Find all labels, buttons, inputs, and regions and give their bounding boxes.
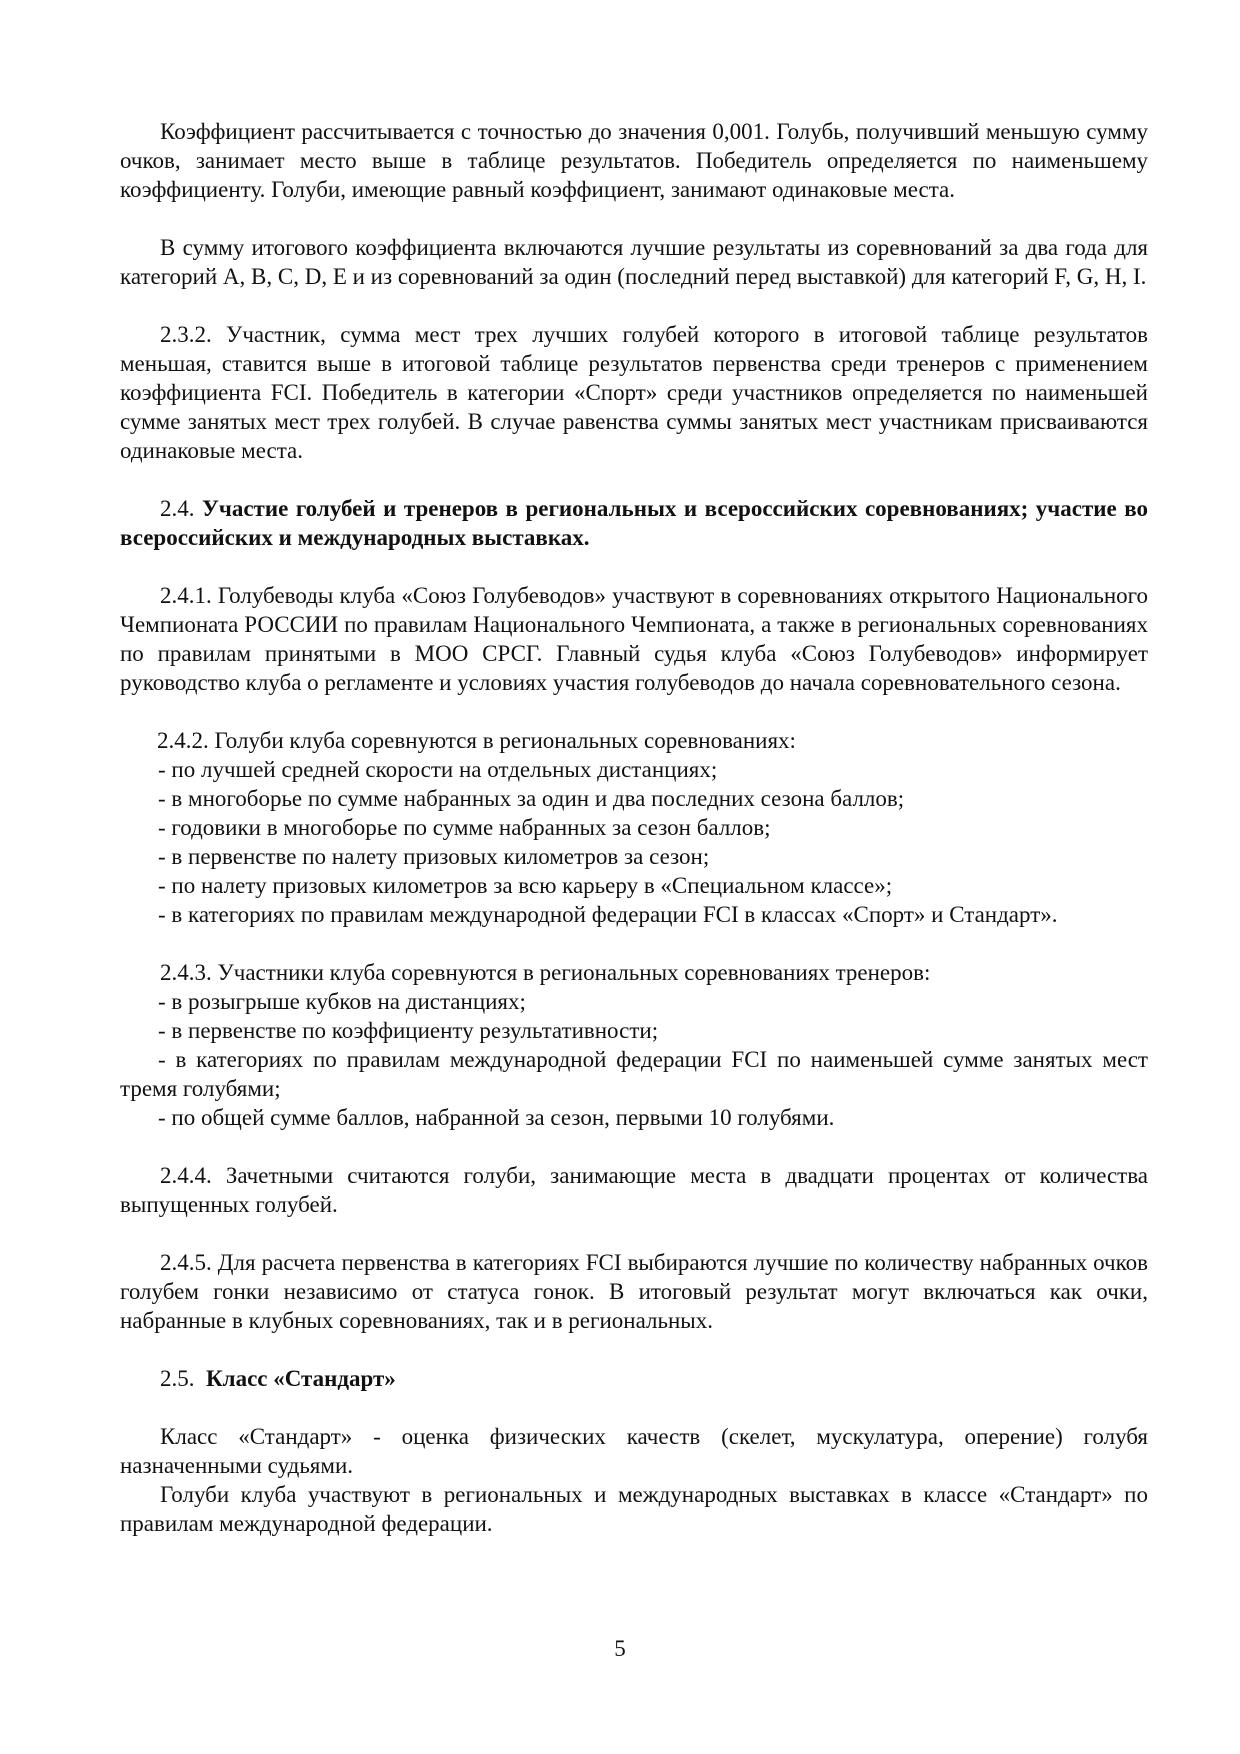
list-item: - по общей сумме баллов, набранной за сезон, первыми 10 голубями. xyxy=(158,1105,835,1130)
list-2-4-2 xyxy=(120,726,1148,929)
list-item: - в розыгрыше кубков на дистанциях; xyxy=(158,989,526,1014)
paragraph-2-4-1: 2.4.1. Голубеводы клуба «Союз Голубеводов» участвуют в соревнованиях открытого Национального Чемпионата РОССИИ по правилам Национального Чемпионата, а также в региональных соревнованиях по правилам принятыми в МОО СРСГ. Главный судья клуба «Союз Голубеводов» информирует руководство клуба о регламенте и условиях участия голубеводов до начала соревновательного сезона. xyxy=(120,583,1148,695)
section-number-2-5: 2.5. xyxy=(160,1366,195,1391)
list-item: - по налету призовых километров за всю карьеру в «Специальном классе»; xyxy=(158,873,893,898)
list-item: - годовики в многоборье по сумме набранных за сезон баллов; xyxy=(158,815,771,840)
document-page xyxy=(120,117,1148,1538)
list-item: - в многоборье по сумме набранных за один и два последних сезона баллов; xyxy=(158,786,905,811)
section-heading-2-5 xyxy=(120,1364,1148,1393)
paragraph-2-3-2: 2.3.2. Участник, сумма мест трех лучших голубей которого в итоговой таблице результатов меньшая, ставится выше в итоговой таблице результатов первенства среди тренеров с применением коэффициента FCI. Победитель в категории «Спорт» среди участников определяется по наименьшей сумме занятых мест трех голубей. В случае равенства суммы занятых мест участникам присваиваются одинаковые места. xyxy=(120,322,1148,463)
section-title-2-4: Участие голубей и тренеров в региональных и всероссийских соревнованиях; участие во всероссийских и международных выставках. xyxy=(120,496,1148,550)
paragraph-standard-class-exhibitions: Голуби клуба участвуют в региональных и международных выставках в классе «Стандарт» по правилам международной федерации. xyxy=(120,1482,1148,1536)
paragraph-standard-class-definition: Класс «Стандарт» - оценка физических качеств (скелет, мускулатура, оперение) голубя назначенными судьями. xyxy=(120,1424,1148,1478)
paragraph-coefficient-precision: Коэффициент рассчитывается с точностью до значения 0,001. Голубь, получивший меньшую сумму очков, занимает место выше в таблице результатов. Победитель определяется по наименьшему коэффициенту. Голуби, имеющие равный коэффициент, занимают одинаковые места. xyxy=(120,119,1148,202)
list-item: - в первенстве по налету призовых километров за сезон; xyxy=(158,844,710,869)
list-item: - по лучшей средней скорости на отдельных дистанциях; xyxy=(158,757,718,782)
page-number: 5 xyxy=(614,1636,626,1661)
section-title-2-5: Класс «Стандарт» xyxy=(206,1366,396,1391)
paragraph-2-4-5: 2.4.5. Для расчета первенства в категориях FCI выбираются лучшие по количеству набранных очков голубем гонки независимо от статуса гонок. В итоговый результат могут включаться как очки, набранные в клубных соревнованиях, так и в региональных. xyxy=(120,1250,1148,1333)
list-heading-2-4-2: 2.4.2. Голуби клуба соревнуются в региональных соревнованиях: xyxy=(157,728,796,753)
list-2-4-3 xyxy=(120,958,1148,1132)
list-item: - в категориях по правилам международной федерации FCI в классах «Спорт» и Стандарт». xyxy=(158,902,1058,927)
paragraph-coefficient-sum: В сумму итогового коэффициента включаются лучшие результаты из соревнований за два года для категорий A, B, C, D, E и из соревнований за один (последний перед выставкой) для категорий F, G, H, I. xyxy=(120,235,1148,289)
section-number-2-4: 2.4. xyxy=(160,496,195,521)
list-item: - в первенстве по коэффициенту результативности; xyxy=(158,1018,659,1043)
section-heading-2-4 xyxy=(120,494,1148,552)
list-item: - в категориях по правилам международной федерации FCI по наименьшей сумме занятых мест тремя голубями; xyxy=(120,1047,1148,1101)
paragraph-2-4-4: 2.4.4. Зачетными считаются голуби, занимающие места в двадцати процентах от количества выпущенных голубей. xyxy=(120,1163,1148,1217)
list-heading-2-4-3: 2.4.3. Участники клуба соревнуются в региональных соревнованиях тренеров: xyxy=(160,960,931,985)
